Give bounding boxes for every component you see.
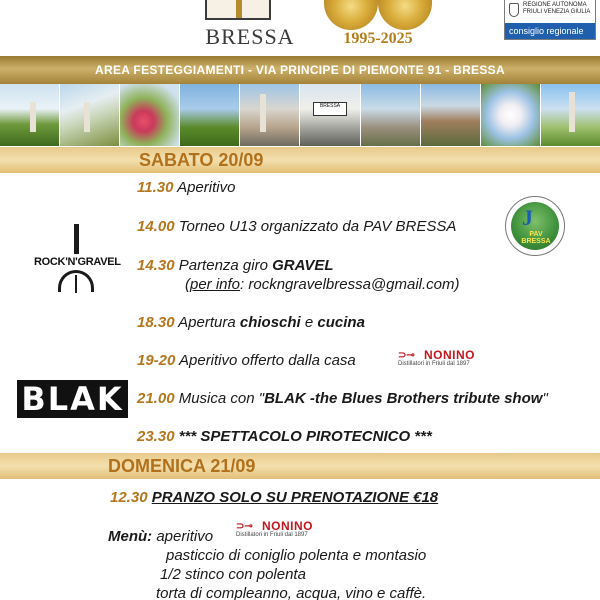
photo-flowers xyxy=(120,84,180,146)
event-line xyxy=(137,257,334,274)
nonino-logo xyxy=(236,519,326,541)
lunch-text: PRANZO SOLO SU PRENOTAZIONE €18 xyxy=(151,489,439,506)
event-time: 21.00 xyxy=(137,390,175,407)
event-time: 11.30 xyxy=(137,179,174,196)
region-crest-icon xyxy=(509,3,519,17)
menu-label: Menù: xyxy=(108,528,153,545)
blak-logo: BLAK xyxy=(17,380,128,418)
event-text: Partenza giro xyxy=(178,257,273,274)
event-text: Aperitivo xyxy=(177,179,236,196)
event-text-bold: GRAVEL xyxy=(272,257,334,274)
info-prefix: (per info xyxy=(185,276,241,293)
photo-strip xyxy=(0,84,600,146)
event-time: 19-20 xyxy=(137,352,176,369)
bell-tower-icon xyxy=(260,94,266,132)
gold-digit-icon xyxy=(324,0,378,30)
event-text-bold: BLAK -the Blues Brothers tribute show xyxy=(264,390,543,407)
event-time: 14.30 xyxy=(137,257,175,274)
photo-church xyxy=(240,84,300,146)
nonino-mark-icon: ⊃⊸ xyxy=(398,350,415,361)
info-email: : rockngravelbressa@gmail.com) xyxy=(240,276,460,293)
bell-tower-icon xyxy=(569,92,575,132)
sunday-band xyxy=(0,453,600,479)
nonino-sub: Distillatori in Friuli dal 1897 xyxy=(398,361,470,367)
event-text-bold: cucina xyxy=(317,314,365,331)
rock-gravel-text: ROCK'N'GRAVEL xyxy=(34,256,121,268)
menu-item: aperitivo xyxy=(156,528,214,545)
photo-church xyxy=(541,84,600,146)
lunch-line xyxy=(110,489,438,506)
event-text: " xyxy=(542,390,548,407)
menu-item: torta di compleanno, acqua, vino e caffè. xyxy=(156,585,427,600)
bell-tower-icon xyxy=(30,102,36,132)
event-line xyxy=(137,314,365,331)
nonino-name: NONINO xyxy=(262,519,313,533)
event-time: 14.00 xyxy=(137,218,175,235)
nonino-logo xyxy=(398,348,488,370)
event-text: Musica con " xyxy=(178,390,265,407)
anniversary-years: 1995-2025 xyxy=(343,30,413,47)
nonino-sub: Distillatori in Friuli dal 1897 xyxy=(236,532,308,538)
saturday-band xyxy=(0,147,600,173)
guitar-icon xyxy=(74,224,79,254)
event-time: 18.30 xyxy=(137,314,175,331)
region-logo xyxy=(504,0,596,40)
event-line xyxy=(137,179,235,196)
region-small-text: REGIONE AUTONOMA FRIULI VENEZIA GIULIA xyxy=(523,2,591,15)
event-text-bold: *** SPETTACOLO PIROTECNICO *** xyxy=(178,428,432,445)
nonino-name: NONINO xyxy=(424,348,475,362)
photo-road-sign xyxy=(300,84,360,146)
bressa-logo xyxy=(197,0,303,52)
menu-line xyxy=(108,528,213,545)
address-band: AREA FESTEGGIAMENTI - VIA PRINCIPE DI PIEMONTE 91 - BRESSA xyxy=(0,56,600,84)
bressa-emblem-icon xyxy=(205,0,271,20)
event-info-line xyxy=(185,276,460,293)
photo-blossom xyxy=(481,84,541,146)
photo-landscape xyxy=(180,84,240,146)
menu-item: 1/2 stinco con polenta xyxy=(160,566,306,583)
pav-bressa-logo xyxy=(505,196,565,256)
event-line xyxy=(137,218,456,235)
photo-church xyxy=(421,84,481,146)
event-line xyxy=(137,428,432,445)
gold-digit-icon xyxy=(378,0,432,30)
event-line xyxy=(137,390,548,407)
rock-gravel-logo xyxy=(34,224,120,296)
menu-item: pasticcio di coniglio polenta e montasio xyxy=(166,547,427,564)
event-text: Aperitivo offerto dalla casa xyxy=(179,352,356,369)
photo-landscape xyxy=(0,84,60,146)
bressa-logo-text: BRESSA xyxy=(205,24,295,49)
event-text: e xyxy=(300,314,318,331)
saturday-label: SABATO 20/09 xyxy=(139,150,264,170)
pav-logo-text: PAV BRESSA xyxy=(521,231,551,245)
event-time: 23.30 xyxy=(137,428,175,445)
event-text-bold: chioschi xyxy=(239,314,301,331)
wheel-icon xyxy=(58,270,94,292)
header xyxy=(0,0,600,54)
event-line xyxy=(137,352,356,369)
road-sign: BRESSA xyxy=(313,102,347,116)
event-text: Apertura xyxy=(178,314,240,331)
pav-j-mark: J xyxy=(522,205,533,230)
photo-landscape xyxy=(60,84,120,146)
lunch-time: 12.30 xyxy=(110,489,148,506)
event-text: Torneo U13 organizzato da PAV BRESSA xyxy=(178,218,457,235)
nonino-mark-icon: ⊃⊸ xyxy=(236,521,253,532)
photo-building xyxy=(361,84,421,146)
bell-tower-icon xyxy=(84,102,90,132)
sunday-label: DOMENICA 21/09 xyxy=(108,456,256,476)
region-bar-text: consiglio regionale xyxy=(505,23,595,39)
anniversary-logo xyxy=(322,0,434,52)
